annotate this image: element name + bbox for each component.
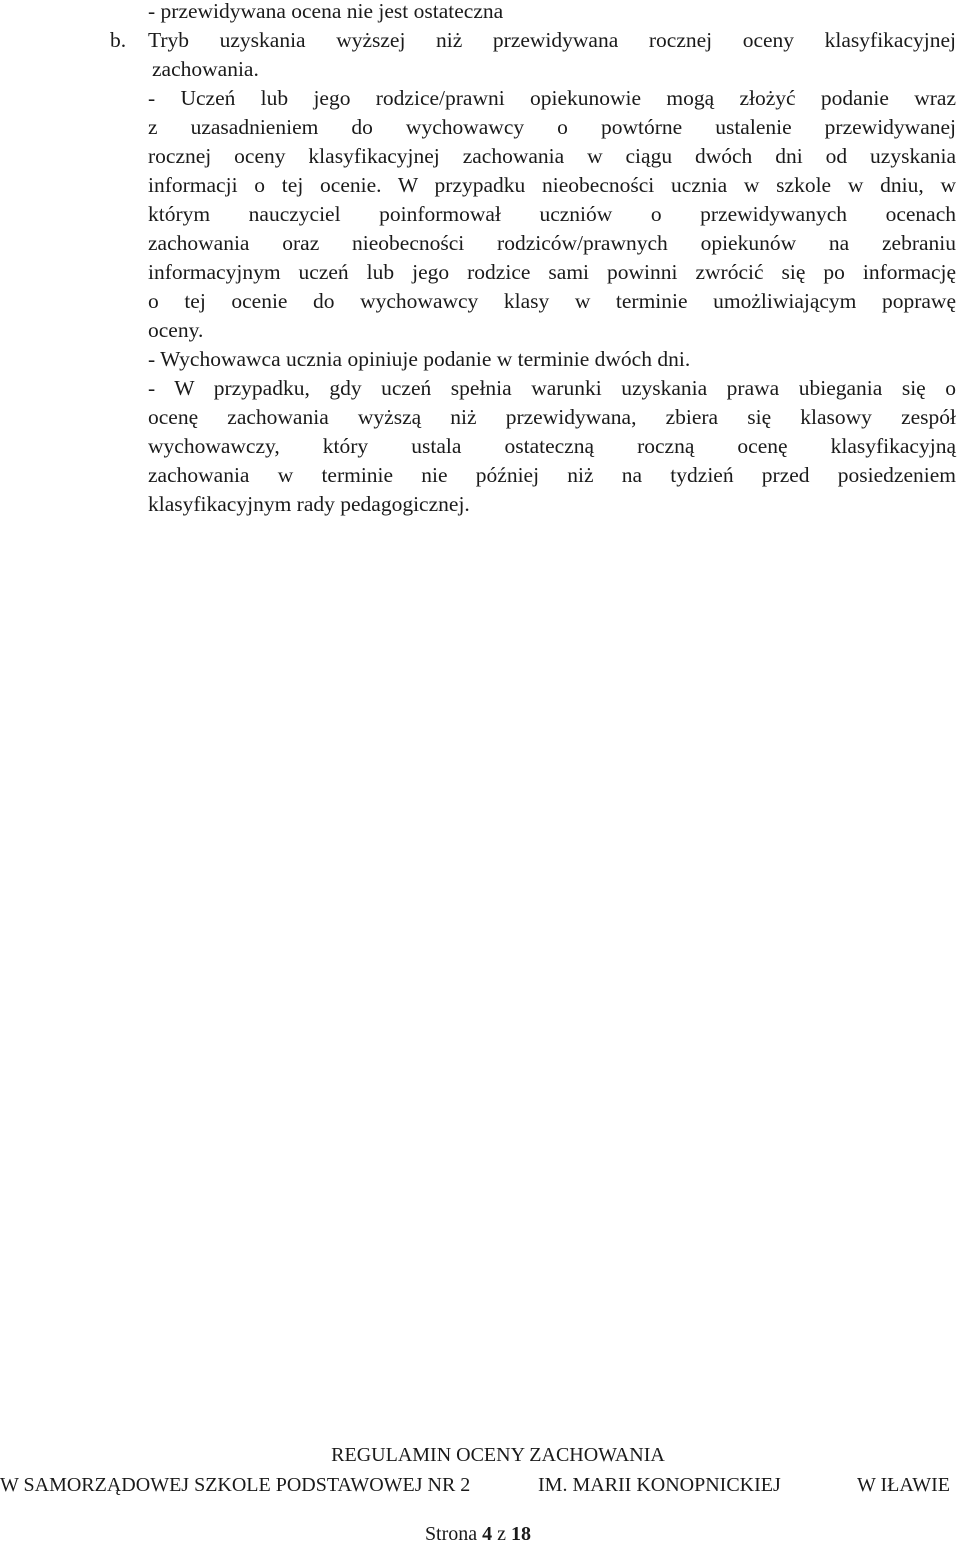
text-line: - W przypadku, gdy uczeń spełnia warunki uzyskania prawa ubiegania się o bbox=[148, 376, 956, 400]
paragraph-1 bbox=[148, 84, 956, 345]
footer-school-name: W SAMORZĄDOWEJ SZKOLE PODSTAWOWEJ NR 2 bbox=[0, 1474, 471, 1496]
text-line: klasyfikacyjnym rady pedagogicznej. bbox=[148, 492, 470, 516]
page-total: 18 bbox=[511, 1523, 532, 1545]
footer-school bbox=[0, 1472, 960, 1498]
footer-title: REGULAMIN OCENY ZACHOWANIA bbox=[331, 1444, 665, 1466]
text-line: z uzasadnieniem do wychowawcy o powtórne ustalenie przewidywanej bbox=[148, 115, 956, 139]
list-item-b bbox=[110, 26, 956, 55]
text-line: rocznej oceny klasyfikacyjnej zachowania w ciągu dwóch dni od uzyskania bbox=[148, 144, 956, 168]
text-line: ocenę zachowania wyższą niż przewidywana, zbiera się klasowy zespół bbox=[148, 405, 956, 429]
text-line: informacji o tej ocenie. W przypadku nieobecności ucznia w szkole w dniu, w bbox=[148, 173, 956, 197]
text-line: zachowania w terminie nie później niż na tydzień przed posiedzeniem bbox=[148, 463, 956, 487]
text-line: którym nauczyciel poinformował uczniów o przewidywanych ocenach bbox=[148, 202, 956, 226]
list-marker: b. bbox=[110, 28, 127, 52]
text-line: oceny. bbox=[148, 318, 204, 342]
document-body bbox=[110, 0, 956, 519]
text-line: o tej ocenie do wychowawcy klasy w terminie umożliwiającym poprawę bbox=[148, 289, 956, 313]
text-line: zachowania. bbox=[152, 57, 259, 81]
page-number bbox=[0, 1521, 956, 1547]
page-current: 4 bbox=[482, 1523, 493, 1545]
paragraph-2: - Wychowawca ucznia opiniuje podanie w terminie dwóch dni. bbox=[148, 347, 691, 371]
text-line: informacyjnym uczeń lub jego rodzice sami powinni zwrócić się po informację bbox=[148, 260, 956, 284]
paragraph-3 bbox=[148, 374, 956, 519]
text-line: - przewidywana ocena nie jest ostateczna bbox=[148, 0, 504, 23]
text-line: wychowawczy, który ustala ostateczną roczną ocenę klasyfikacyjną bbox=[148, 434, 956, 458]
text-line: zachowania oraz nieobecności rodziców/prawnych opiekunów na zebraniu bbox=[148, 231, 956, 255]
footer-school-patron: IM. MARII KONOPNICKIEJ bbox=[538, 1474, 781, 1496]
text-line: - Uczeń lub jego rodzice/prawni opiekunowie mogą złożyć podanie wraz bbox=[148, 86, 956, 110]
page-prefix: Strona bbox=[424, 1523, 478, 1545]
page-separator: z bbox=[497, 1523, 507, 1545]
footer-school-city: W IŁAWIE bbox=[857, 1474, 950, 1496]
list-item-text: Tryb uzyskania wyższej niż przewidywana rocznej oceny klasyfikacyjnej bbox=[148, 28, 956, 52]
